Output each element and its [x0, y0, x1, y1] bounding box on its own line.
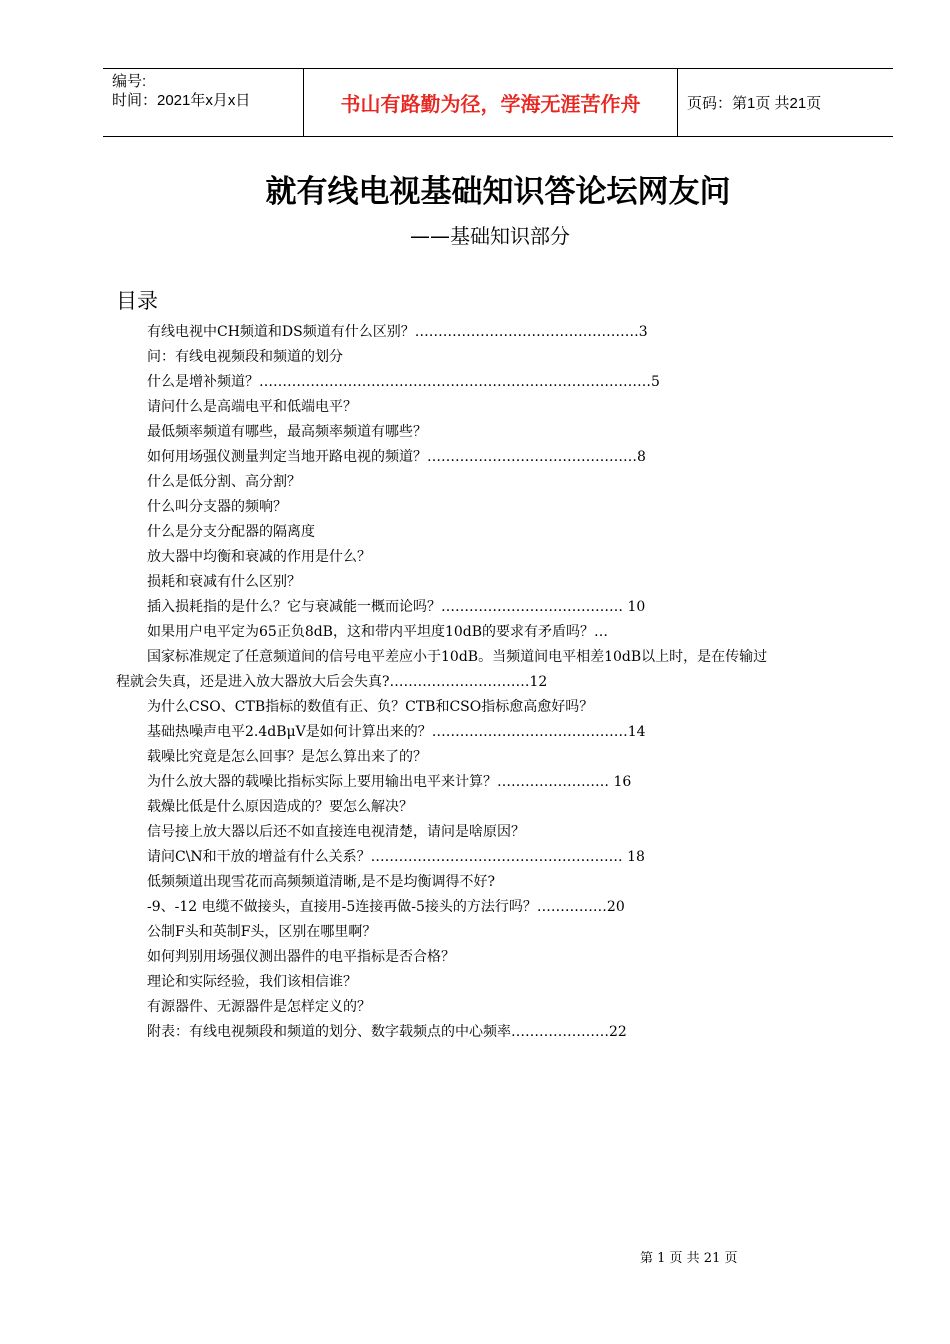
toc-entry[interactable]: 有源器件、无源器件是怎样定义的？	[147, 999, 371, 1015]
toc-entry[interactable]: 请问什么是高端电平和低端电平？	[147, 399, 357, 415]
page-header	[103, 68, 893, 137]
toc-entry[interactable]: 问：有线电视频段和频道的划分	[147, 349, 343, 365]
toc-entry[interactable]: 损耗和衰减有什么区别？	[147, 574, 301, 590]
page-footer: 第 1 页 共 21 页	[640, 1251, 738, 1266]
document-date-label: 时间：2021年x月x日	[112, 92, 251, 109]
toc-entry[interactable]: 插入损耗指的是什么？它与衰减能一概而论吗？………………………………… 10	[147, 599, 646, 615]
header-page-info: 页码：第1页 共21页	[687, 95, 822, 112]
toc-entry[interactable]: 有线电视中CH频道和DS频道有什么区别？…………………………………………3	[147, 324, 648, 340]
document-subtitle: ——基础知识部分	[410, 224, 570, 248]
toc-entry[interactable]: 信号接上放大器以后还不如直接连电视清楚，请问是啥原因？	[147, 824, 525, 840]
toc-entry[interactable]: 什么是低分割、高分割？	[147, 474, 301, 490]
toc-entry[interactable]: 如何用场强仪测量判定当地开路电视的频道？………………………………………8	[147, 449, 646, 465]
toc-entry[interactable]: 最低频率频道有哪些，最高频率频道有哪些？	[147, 424, 427, 440]
toc-entry[interactable]: 请问C\N和干放的增益有什么关系？……………………………………………… 18	[147, 849, 645, 865]
toc-entry[interactable]: 什么是分支分配器的隔离度	[147, 524, 315, 540]
toc-entry[interactable]: 为什么放大器的载噪比指标实际上要用输出电平来计算？…………………… 16	[147, 774, 632, 790]
toc-entry[interactable]: -9、-12 电缆不做接头，直接用-5连接再做-5接头的方法行吗？……………20	[147, 899, 625, 915]
toc-entry[interactable]: 为什么CSO、CTB指标的数值有正、负？CTB和CSO指标愈高愈好吗？	[147, 699, 594, 715]
header-meta	[112, 72, 250, 110]
toc-entry[interactable]: 如何判别用场强仪测出器件的电平指标是否合格？	[147, 949, 455, 965]
toc-entry[interactable]: 国家标准规定了任意频道间的信号电平差应小于10dB。当频道间电平相差10dB以上时，是在传输过	[147, 649, 768, 665]
toc-entry[interactable]: 放大器中均衡和衰减的作用是什么？	[147, 549, 371, 565]
document-title: 就有线电视基础知识答论坛网友问	[265, 174, 731, 210]
document-number-label: 编号:	[112, 73, 147, 90]
toc-entry[interactable]: 载噪比究竟是怎么回事？是怎么算出来了的？	[147, 749, 427, 765]
toc-entry[interactable]: 载燥比低是什么原因造成的？要怎么解决？	[147, 799, 413, 815]
header-motto: 书山有路勤为径，学海无涯苦作舟	[340, 92, 641, 116]
toc-heading: 目录	[116, 289, 158, 313]
toc-entry[interactable]: 如果用户电平定为65正负8dB，这和带内平坦度10dB的要求有矛盾吗？…	[147, 624, 609, 640]
toc-entry[interactable]: 什么是增补频道？…………………………………………………………………………5	[147, 374, 660, 390]
toc-entry[interactable]: 公制F头和英制F头，区别在哪里啊？	[147, 924, 377, 940]
toc-entry[interactable]: 理论和实际经验，我们该相信谁？	[147, 974, 357, 990]
header-divider	[677, 69, 678, 136]
toc-entry[interactable]: 附表：有线电视频段和频道的划分、数字载频点的中心频率…………………22	[147, 1024, 627, 1040]
toc-entry[interactable]: 基础热噪声电平2.4dBμV是如何计算出来的？……………………………………14	[147, 724, 646, 740]
toc-entry[interactable]: 低频频道出现雪花而高频频道清晰,是不是均衡调得不好?	[147, 874, 495, 890]
toc-entry-continuation[interactable]: 程就会失真，还是进入放大器放大后会失真?…………………………12	[116, 674, 548, 690]
toc-entry[interactable]: 什么叫分支器的频响？	[147, 499, 287, 515]
